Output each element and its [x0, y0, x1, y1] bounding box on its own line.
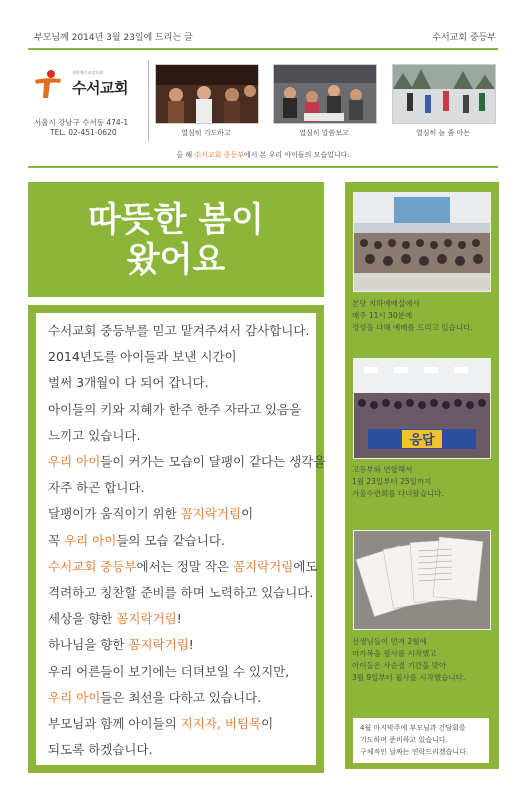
- title-box: [28, 182, 324, 297]
- caption-line: 고등부와 연합해서: [352, 465, 413, 474]
- letter-line: [48, 426, 140, 444]
- letter-line: [48, 478, 144, 496]
- photo-banner-text: [0, 150, 526, 160]
- letter-text: 되도록 하겠습니다.: [48, 742, 153, 758]
- section-divider: [28, 166, 498, 168]
- photo-caption: 열심히 놀 줄 아는: [415, 129, 470, 137]
- logo-subtitle: 대한예수교장로회: [72, 70, 103, 75]
- church-address: [34, 118, 128, 138]
- notice-line: 기도하며 준비하고 있습니다.: [360, 736, 448, 744]
- letter-text: 아이들의 키와 지혜가 한주 한주 자라고 있음을: [48, 401, 302, 417]
- highlight-text: 우리 아이: [48, 454, 101, 469]
- address-line: 서울시 강남구 수서동 474-1: [34, 118, 129, 127]
- meeting-notice: [360, 722, 468, 758]
- letter-frame: [28, 305, 324, 773]
- highlight-text: 꼼지락거림: [180, 506, 242, 522]
- letter-text: 들의 모습 같습니다.: [116, 532, 225, 548]
- highlight-text: 꼼지락거림: [232, 558, 294, 574]
- caption-line: 본당 지하예배실에서: [352, 299, 420, 308]
- highlight-text: 꼼지락거림: [116, 611, 177, 627]
- letter-text: 수서교회 중등부를 믿고 맡겨주셔서 감사합니다.: [48, 323, 310, 338]
- letter-line: [48, 557, 318, 575]
- photo-caption: 열심히 기도하고: [181, 129, 231, 137]
- caption-line: 정성을 다해 예배를 드리고 있습니다.: [352, 323, 473, 332]
- caption-line: 1월 23일부터 25일까지: [352, 477, 432, 486]
- caption-line: 선생님들이 먼저 2월에: [352, 637, 427, 646]
- letter-text: 에도: [293, 558, 318, 574]
- photo-winter-retreat: [353, 358, 491, 459]
- letter-text: 이: [241, 506, 254, 522]
- letter-line: [48, 662, 289, 680]
- worship-caption: [352, 298, 473, 334]
- letter-line: [48, 609, 182, 627]
- banner-label: 응답: [409, 433, 435, 448]
- notice-line: 4월 마지막주에 부모님과 간담회를: [360, 724, 466, 732]
- letter-line: [48, 373, 209, 391]
- main-title: [28, 200, 324, 280]
- photo-prayer: [155, 64, 259, 124]
- letter-body: [36, 313, 326, 765]
- title-line: 따뜻한 봄이: [87, 200, 265, 240]
- photo-caption: 열심히 말씀보고: [299, 129, 349, 137]
- letter-line: [48, 583, 313, 601]
- letter-line: [48, 504, 253, 522]
- logo-name: 수서교회: [72, 79, 128, 97]
- highlight-text: 수서교회 중등부: [48, 558, 137, 574]
- sidebar: [345, 182, 499, 769]
- banner-prefix: 올 해: [176, 151, 195, 159]
- letter-line: [48, 635, 194, 653]
- header-vertical-divider: [148, 60, 149, 142]
- photo-bible-transcription: [353, 530, 491, 630]
- photo-bible-study: [273, 64, 377, 124]
- letter-line: [48, 714, 273, 732]
- letter-text: 들이 커가는 모습이 달팽이 같다는 생각을: [100, 454, 326, 469]
- title-line: 왔어요: [126, 240, 226, 280]
- letter-text: 들은 최선을 다하고 있습니다.: [100, 689, 262, 705]
- transcription-caption: [352, 636, 465, 684]
- header-org-name: 수서교회 중등부: [432, 33, 496, 43]
- meeting-notice-card: [353, 718, 489, 763]
- highlight-text: 꼼지락거림: [128, 637, 189, 653]
- highlight-text: 우리 아이: [64, 532, 117, 548]
- letter-line: [48, 347, 237, 365]
- letter-text: 2014년도를 아이들과 보낸 시간이: [48, 349, 237, 365]
- letter-line: [48, 740, 153, 758]
- caption-line: 마가복음 필사를 시작했고: [352, 649, 437, 658]
- letter-text: 자주 하곤 합니다.: [48, 480, 145, 496]
- banner-suffix: 에서 본 우리 아이들의 모습입니다.: [243, 151, 350, 159]
- letter-line: [48, 688, 261, 706]
- header-divider: [28, 48, 498, 50]
- letter-text: 우리 어른들이 보기에는 더뎌보일 수 있지만,: [48, 663, 290, 679]
- letter-text: 하나님을 향한: [48, 637, 129, 653]
- banner-highlight: 수서교회 중등부: [194, 151, 244, 159]
- photo-outdoor-play: [392, 64, 496, 124]
- letter-text: 꼭: [48, 532, 65, 548]
- letter-line: [48, 321, 309, 339]
- highlight-text: 우리 아이: [48, 689, 101, 705]
- caption-line: 3월 9일부터 필사를 시작했습니다.: [352, 673, 466, 682]
- header-date-title: 부모님께 2014년 3월 23일에 드리는 글: [34, 33, 193, 43]
- caption-line: 매주 11시 30분에: [352, 311, 413, 320]
- phone-line: TEL. 02-451-0620: [50, 128, 117, 137]
- letter-text: 느끼고 있습니다.: [48, 427, 141, 443]
- letter-line: [48, 400, 301, 418]
- letter-text: 벌써 3개월이 다 되어 갑니다.: [48, 375, 209, 391]
- letter-text: 이: [261, 716, 274, 731]
- caption-line: 아이들은 사순절 기간을 맞아: [352, 661, 447, 670]
- letter-text: !: [188, 637, 194, 653]
- retreat-caption: [352, 464, 444, 500]
- letter-text: 부모님과 함께 아이들의: [48, 716, 181, 731]
- letter-text: !: [176, 611, 182, 627]
- letter-line: [48, 452, 325, 470]
- cross-logo-icon: [32, 68, 64, 100]
- caption-line: 겨울수련회를 다녀왔습니다.: [352, 489, 444, 498]
- letter-text: 세상을 향한: [48, 611, 117, 627]
- page-header: [0, 0, 526, 54]
- letter-text: 달팽이가 움직이기 위한: [48, 506, 181, 522]
- photo-worship-room: [353, 192, 491, 292]
- letter-text: 격려하고 칭찬할 준비를 하며 노력하고 있습니다.: [48, 585, 314, 600]
- letter-text: 에서는 정말 작은: [136, 558, 233, 574]
- highlight-text: 지지자, 버팀목: [180, 716, 262, 731]
- notice-line: 구체적인 날짜는 연락드리겠습니다.: [360, 748, 469, 756]
- letter-line: [48, 531, 225, 549]
